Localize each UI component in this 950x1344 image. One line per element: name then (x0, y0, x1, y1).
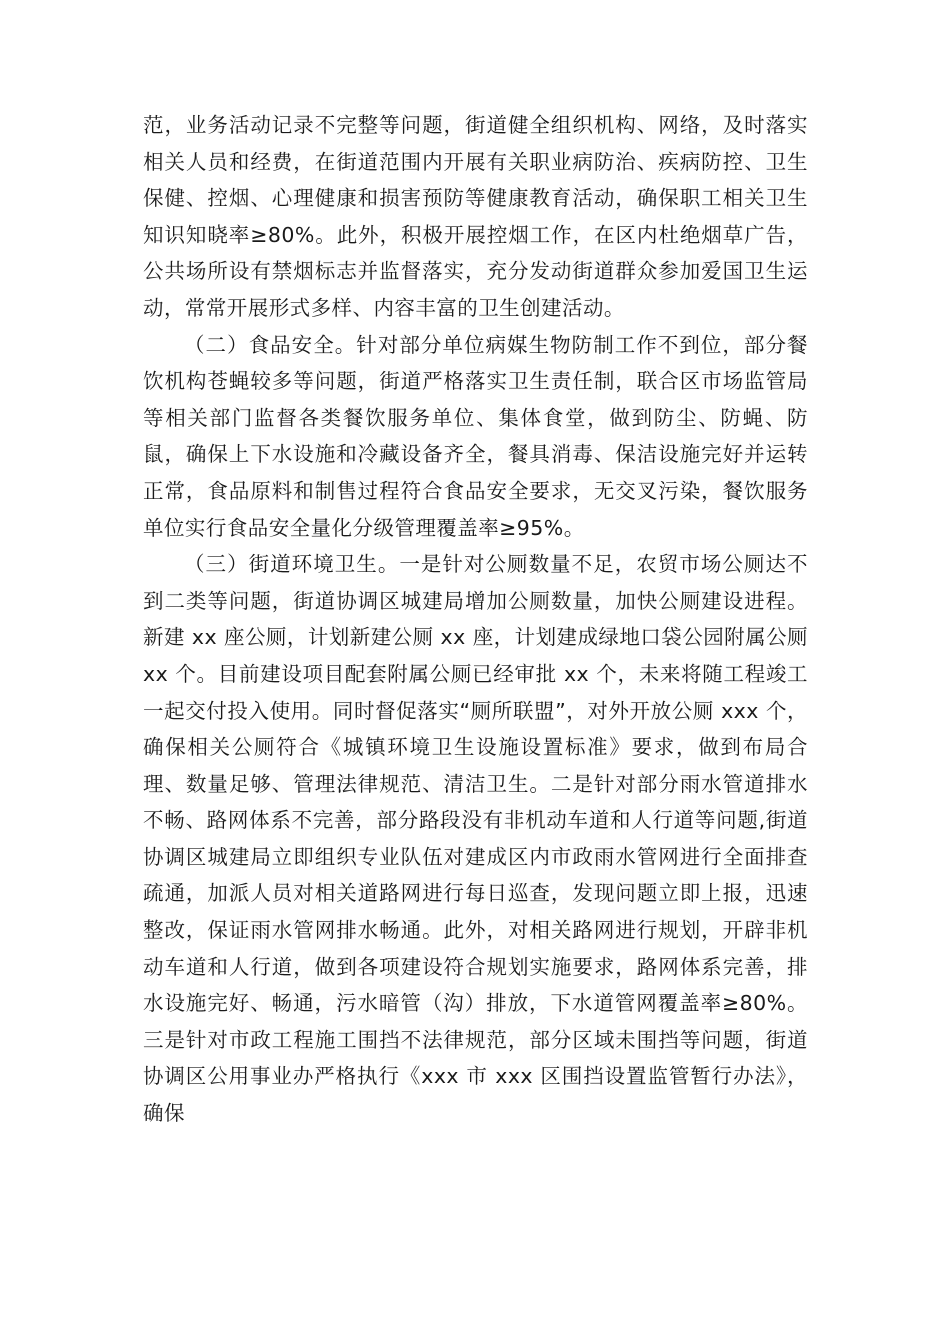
document-page (143, 107, 808, 1132)
paragraph-street-sanitation: （三）街道环境卫生。一是针对公厕数量不足，农贸市场公厕达不到二类等问题，街道协调区城建局增加公厕数量，加快公厕建设进程。新建 xx 座公厕，计划新建公厕 xx 座，计划建成绿地口袋公园附属公厕 xx 个。目前建设项目配套附属公厕已经审批 xx 个，未来将随工程竣工一起交付投入使用。同时督促落实“厕所联盟”，对外开放公厕 xxx 个，确保相关公厕符合《城镇环境卫生设施设置标准》要求，做到布局合理、数量足够、管理法律规范、清洁卫生。二是针对部分雨水管道排水不畅、路网体系不完善，部分路段没有非机动车道和人行道等问题,街道协调区城建局立即组织专业队伍对建成区内市政雨水管网进行全面排查疏通，加派人员对相关道路网进行每日巡查，发现问题立即上报，迅速整改，保证雨水管网排水畅通。此外，对相关路网进行规划，开辟非机动车道和人行道，做到各项建设符合规划实施要求，路网体系完善，排水设施完好、畅通，污水暗管（沟）排放，下水道管网覆盖率≥80%。三是针对市政工程施工围挡不法律规范，部分区域未围挡等问题，街道协调区公用事业办严格执行《xxx 市 xxx 区围挡设置监管暂行办法》，确保 (143, 552, 808, 1126)
paragraph-food-safety: （二）食品安全。针对部分单位病媒生物防制工作不到位，部分餐饮机构苍蝇较多等问题，街道严格落实卫生责任制，联合区市场监管局等相关部门监督各类餐饮服务单位、集体食堂，做到防尘、防蝇、防鼠，确保上下水设施和冷藏设备齐全，餐具消毒、保洁设施完好并运转正常，食品原料和制售过程符合食品安全要求，无交叉污染，餐饮服务单位实行食品安全量化分级管理覆盖率≥95%。 (143, 332, 808, 540)
paragraph-health-education: 范，业务活动记录不完整等问题，街道健全组织机构、网络，及时落实相关人员和经费，在街道范围内开展有关职业病防治、疾病防控、卫生保健、控烟、心理健康和损害预防等健康教育活动，确保职工相关卫生知识知晓率≥80%。此外，积极开展控烟工作，在区内杜绝烟草广告，公共场所设有禁烟标志并监督落实，充分发动街道群众参加爱国卫生运动，常常开展形式多样、内容丰富的卫生创建活动。 (143, 113, 808, 320)
